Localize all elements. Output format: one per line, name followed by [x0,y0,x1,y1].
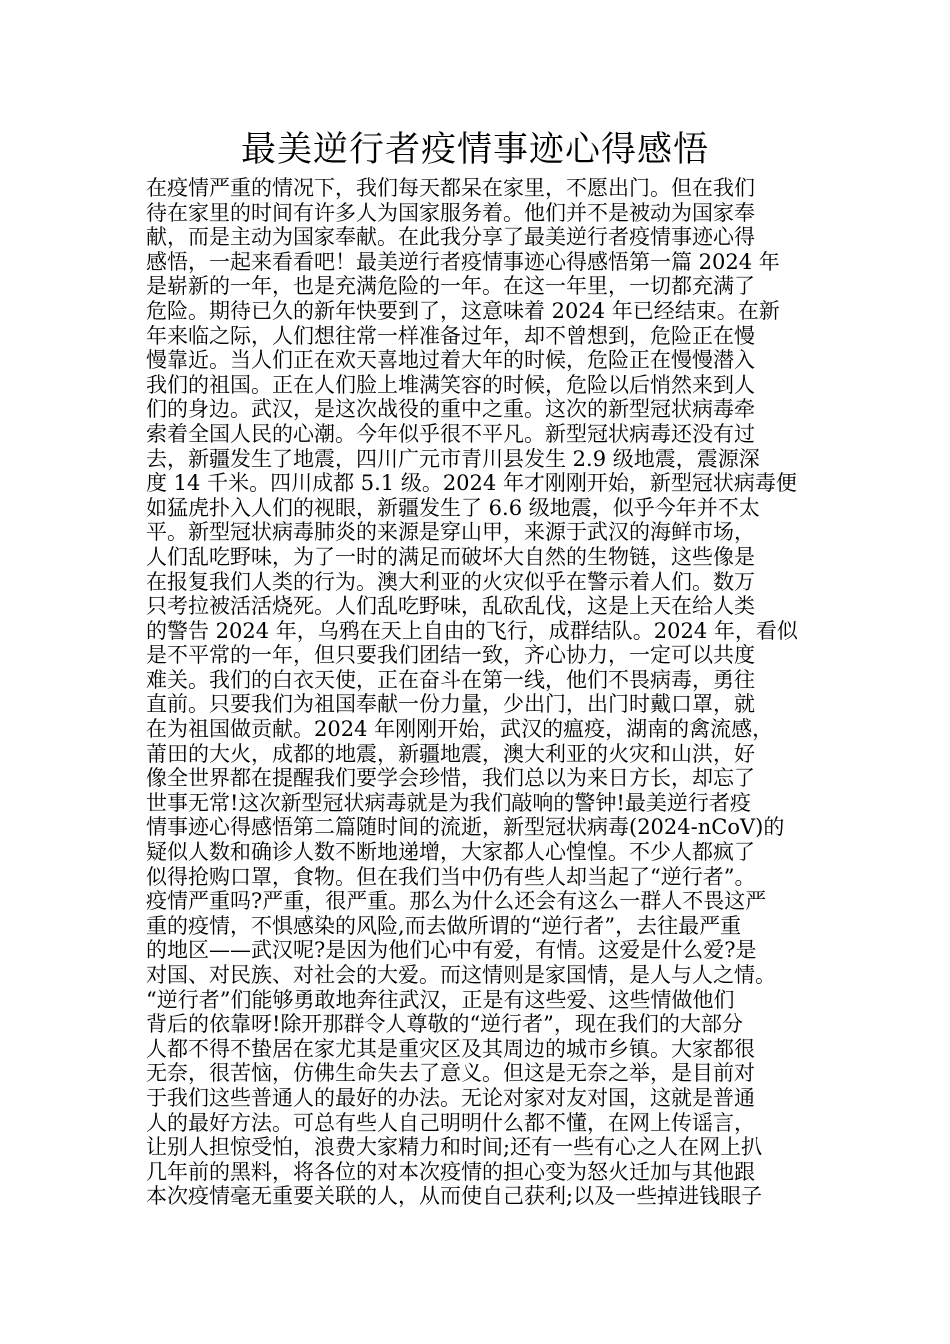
body-text-line: 在报复我们人类的行为。澳大利亚的火灾似乎在警示着人们。数万 [146,569,755,594]
body-text-line: 难关。我们的白衣天使，正在奋斗在第一线，他们不畏病毒，勇往 [146,667,755,692]
body-text-line: 是崭新的一年，也是充满危险的一年。在这一年里，一切都充满了 [146,274,755,299]
body-text-line: 的地区——武汉呢?是因为他们心中有爱，有情。这爱是什么爱?是 [146,938,757,963]
body-text-line: 直前。只要我们为祖国奉献一份力量，少出门，出门时戴口罩，就 [146,692,755,717]
body-text-line: 疫情严重吗?严重，很严重。那么为什么还会有这么一群人不畏这严 [146,889,767,914]
body-text-line: 无奈，很苦恼，仿佛生命失去了意义。但这是无奈之举，是目前对 [146,1061,755,1086]
body-text-line: 对国、对民族、对社会的大爱。而这情则是家国情，是人与人之情。 [146,963,776,987]
body-text-line: 人都不得不蛰居在家尤其是重灾区及其周边的城市乡镇。大家都很 [146,1036,755,1061]
body-text-line: 度 14 千米。四川成都 5.1 级。2024 年才刚刚开始，新型冠状病毒便 [146,471,797,496]
body-text-line: 待在家里的时间有许多人为国家服务着。他们并不是被动为国家奉 [146,200,755,225]
body-text-line: 世事无常!这次新型冠状病毒就是为我们敲响的警钟!最美逆行者疫 [146,790,751,815]
body-text-line: 慢靠近。当人们正在欢天喜地过着大年的时候，危险正在慢慢潜入 [146,348,755,373]
body-text-line: 几年前的黑料，将各位的对本次疫情的担心变为怒火迁加与其他跟 [146,1159,755,1184]
body-text-line: 像全世界都在提醒我们要学会珍惜，我们总以为来日方长，却忘了 [146,766,755,791]
document-title: 最美逆行者疫情事迹心得感悟 [240,130,709,170]
body-text-line: 年来临之际，人们想往常一样准备过年，却不曾想到，危险正在慢 [146,323,755,348]
body-text-line: 似得抢购口罩，食物。但在我们当中仍有些人却当起了“逆行者”。 [146,864,756,889]
body-text-line: 在疫情严重的情况下，我们每天都呆在家里，不愿出门。但在我们 [146,176,755,200]
document-body [146,176,836,1209]
body-text-line: 索着全国人民的心潮。今年似乎很不平凡。新型冠状病毒还没有过 [146,421,755,446]
body-text-line: 我们的祖国。正在人们脸上堆满笑容的时候，危险以后悄然来到人 [146,372,755,397]
body-text-line: 莆田的大火，成都的地震，新疆地震，澳大利亚的火灾和山洪，好 [146,741,755,766]
body-text-line: 情事迹心得感悟第二篇随时间的流逝，新型冠状病毒(2024-nCoV)的 [146,815,785,840]
body-text-line: 背后的依靠呀!除开那群令人尊敬的“逆行者”，现在我们的大部分 [146,1012,743,1037]
body-text-line: 于我们这些普通人的最好的办法。无论对家对友对国，这就是普通 [146,1085,755,1110]
body-text-line: 在为祖国做贡献。2024 年刚刚开始，武汉的瘟疫，湖南的禽流感， [146,717,774,742]
body-text-line: 重的疫情，不惧感染的风险,而去做所谓的“逆行者”，去往最严重 [146,913,742,938]
body-text-line: 本次疫情毫无重要关联的人，从而使自己获利;以及一些掉进钱眼子 [146,1184,763,1209]
body-text-line: 危险。期待已久的新年快要到了，这意味着 2024 年已经结束。在新 [146,298,780,323]
body-text-line: 疑似人数和确诊人数不断地递增，大家都人心惶惶。不少人都疯了 [146,840,755,865]
body-text-line: 们的身边。武汉，是这次战役的重中之重。这次的新型冠状病毒牵 [146,397,755,422]
body-text-line: 人们乱吃野味，为了一时的满足而破坏大自然的生物链，这些像是 [146,544,755,569]
body-text-line: 只考拉被活活烧死。人们乱吃野味，乱砍乱伐，这是上天在给人类 [146,594,755,619]
body-text-line: 感悟，一起来看看吧！最美逆行者疫情事迹心得感悟第一篇 2024 年 [146,249,780,274]
body-text-line: 献，而是主动为国家奉献。在此我分享了最美逆行者疫情事迹心得 [146,225,755,250]
body-text-line: 的警告 2024 年，乌鸦在天上自由的飞行，成群结队。2024 年，看似 [146,618,798,643]
body-text-line: 人的最好方法。可总有些人自己明明什么都不懂，在网上传谣言， [146,1110,755,1135]
body-text-line: 去，新疆发生了地震，四川广元市青川县发生 2.9 级地震，震源深 [146,446,760,471]
body-text-line: 让别人担惊受怕，浪费大家精力和时间;还有一些有心之人在网上扒 [146,1135,763,1160]
body-text-line: 平。新型冠状病毒肺炎的来源是穿山甲，来源于武汉的海鲜市场， [146,520,755,545]
body-text-line: 如猛虎扑入人们的视眼，新疆发生了 6.6 级地震，似乎今年并不太 [146,495,760,520]
body-text-line: 是不平常的一年，但只要我们团结一致，齐心协力，一定可以共度 [146,643,755,668]
body-text-line: “逆行者”们能够勇敢地奔往武汉，正是有这些爱、这些情做他们 [146,987,735,1012]
